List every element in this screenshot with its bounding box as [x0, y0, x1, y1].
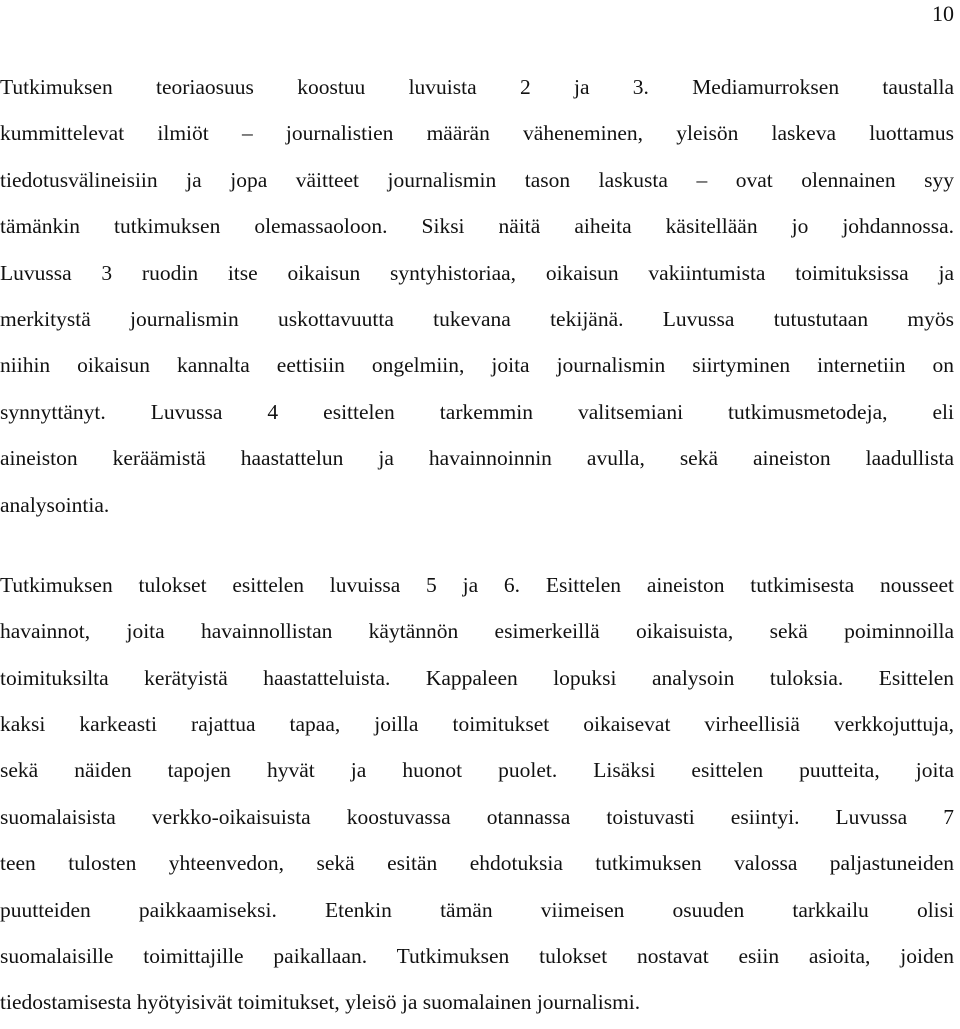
paragraph-line: Tutkimuksen teoriaosuus koostuu luvuista 2 ja 3. Mediamurroksen taustalla [0, 75, 954, 99]
paragraph-line: tiedotusvälineisiin ja jopa väitteet journalismin tason laskusta – ovat olennainen syy [0, 167, 954, 192]
paragraph-2 [0, 562, 954, 1026]
paragraph-line: tiedostamisesta hyötyisivät toimitukset, yleisö ja suomalainen journalismi. [0, 990, 641, 1015]
paragraph-line: kaksi karkeasti rajattua tapaa, joilla toimitukset oikaisevat virheellisiä verkkojuttuja, [0, 712, 954, 737]
paragraph-line: puutteiden paikkaamiseksi. Etenkin tämän viimeisen osuuden tarkkailu olisi [0, 897, 954, 922]
paragraph-line: toimituksilta kerätyistä haastatteluista. Kappaleen lopuksi analysoin tuloksia. Esittelen [0, 665, 954, 690]
paragraph-line: aineiston keräämistä haastattelun ja havainnoinnin avulla, sekä aineiston laadullista [0, 446, 954, 471]
paragraph-1 [0, 64, 954, 528]
paragraph-line: merkitystä journalismin uskottavuutta tukevana tekijänä. Luvussa tutustutaan myös [0, 306, 954, 331]
paragraph-line: suomalaisille toimittajille paikallaan. Tutkimuksen tulokset nostavat esiin asioita, joiden [0, 944, 954, 969]
document-body [0, 64, 954, 1026]
paragraph-spacer [0, 528, 954, 562]
paragraph-line: Tutkimuksen tulokset esittelen luvuissa 5 ja 6. Esittelen aineiston tutkimisesta nousseet [0, 572, 954, 597]
paragraph-line: Luvussa 3 ruodin itse oikaisun syntyhistoriaa, oikaisun vakiintumista toimituksissa ja [0, 260, 954, 285]
paragraph-line: teen tulosten yhteenvedon, sekä esitän ehdotuksia tutkimuksen valossa paljastuneiden [0, 851, 954, 876]
paragraph-line: havainnot, joita havainnollistan käytännön esimerkeillä oikaisuista, sekä poiminnoilla [0, 619, 954, 644]
paragraph-line: synnyttänyt. Luvussa 4 esittelen tarkemmin valitsemiani tutkimusmetodeja, eli [0, 399, 954, 424]
paragraph-line: sekä näiden tapojen hyvät ja huonot puolet. Lisäksi esittelen puutteita, joita [0, 758, 954, 783]
page-number: 10 [932, 1, 954, 26]
paragraph-line: kummittelevat ilmiöt – journalistien määrän väheneminen, yleisön laskeva luottamus [0, 121, 954, 146]
paragraph-line: analysointia. [0, 492, 110, 517]
paragraph-line: tämänkin tutkimuksen olemassaoloon. Siksi näitä aiheita käsitellään jo johdannossa. [0, 214, 954, 239]
paragraph-line: suomalaisista verkko-oikaisuista koostuvassa otannassa toistuvasti esiintyi. Luvussa 7 [0, 804, 954, 829]
paragraph-line: niihin oikaisun kannalta eettisiin ongelmiin, joita journalismin siirtyminen internetiin on [0, 353, 954, 378]
